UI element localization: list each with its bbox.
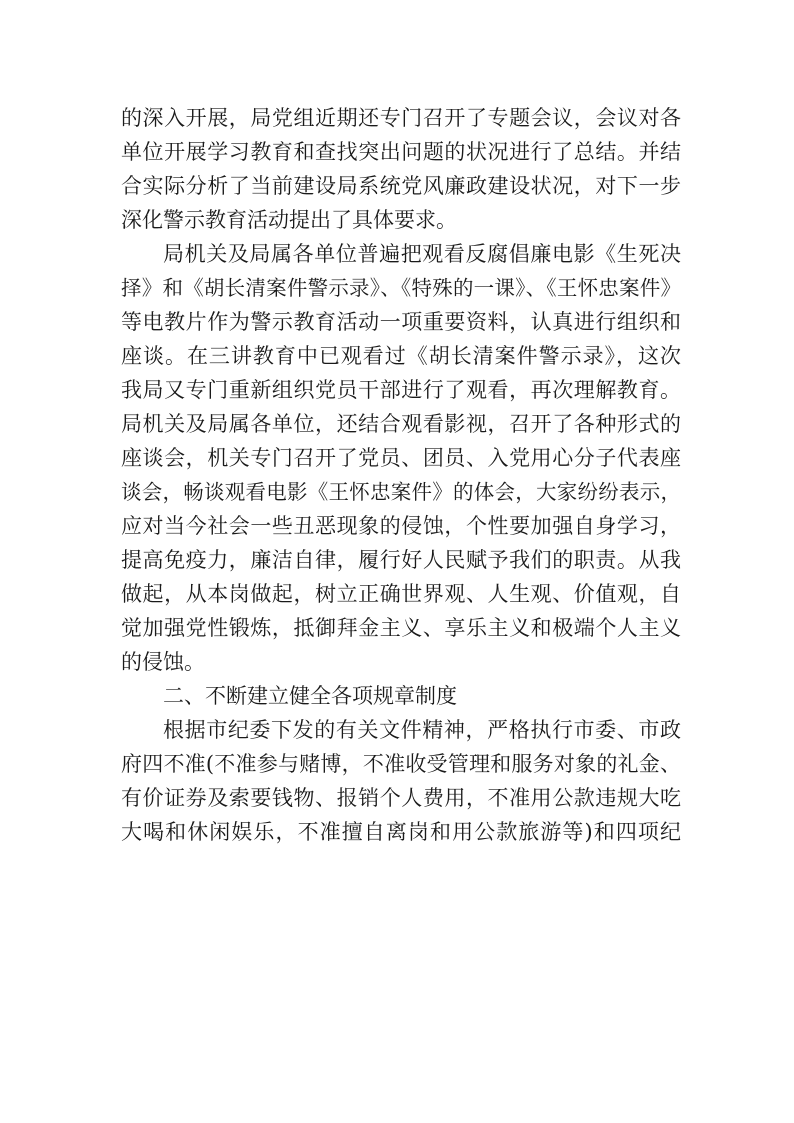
text-line: 的深入开展，局党组近期还专门召开了专题会议，会议对各 bbox=[121, 106, 681, 130]
document-body bbox=[121, 101, 681, 849]
text-line: 合实际分析了当前建设局系统党风廉政建设状况，对下一步 bbox=[121, 174, 681, 198]
text-line: 深化警示教育活动提出了具体要求。 bbox=[121, 208, 457, 232]
text-line: 单位开展学习教育和查找突出问题的状况进行了总结。并结 bbox=[121, 140, 681, 164]
text-line: 做起，从本岗做起，树立正确世界观、人生观、价值观，自 bbox=[121, 582, 681, 606]
text-line: 等电教片作为警示教育活动一项重要资料，认真进行组织和 bbox=[121, 310, 681, 334]
text-line: 座谈。在三讲教育中已观看过《胡长清案件警示录》，这次 bbox=[121, 344, 681, 368]
text-line: 我局又专门重新组织党员干部进行了观看，再次理解教育。 bbox=[121, 378, 681, 402]
text-line: 府四不准(不准参与赌博，不准收受管理和服务对象的礼金、 bbox=[121, 752, 681, 776]
text-line: 根据市纪委下发的有关文件精神，严格执行市委、市政 bbox=[163, 718, 681, 742]
text-line: 择》和《胡长清案件警示录》、《特殊的一课》、《王怀忠案件》 bbox=[121, 276, 681, 300]
text-line: 局机关及局属各单位，还结合观看影视，召开了各种形式的 bbox=[121, 412, 681, 436]
text-line: 有价证券及索要钱物、报销个人费用，不准用公款违规大吃 bbox=[121, 786, 681, 810]
text-line: 局机关及局属各单位普遍把观看反腐倡廉电影《生死决 bbox=[163, 242, 681, 266]
text-line: 座谈会，机关专门召开了党员、团员、入党用心分子代表座 bbox=[121, 446, 681, 470]
text-line: 二、不断建立健全各项规章制度 bbox=[163, 684, 457, 708]
text-line: 应对当今社会一些丑恶现象的侵蚀，个性要加强自身学习， bbox=[121, 514, 681, 538]
text-line: 提高免疫力，廉洁自律，履行好人民赋予我们的职责。从我 bbox=[121, 548, 681, 572]
text-line: 谈会，畅谈观看电影《王怀忠案件》的体会，大家纷纷表示， bbox=[121, 480, 681, 504]
text-line: 大喝和休闲娱乐，不准擅自离岗和用公款旅游等)和四项纪 bbox=[121, 820, 681, 844]
text-line: 觉加强党性锻炼，抵御拜金主义、享乐主义和极端个人主义 bbox=[121, 616, 681, 640]
text-line: 的侵蚀。 bbox=[121, 650, 205, 674]
